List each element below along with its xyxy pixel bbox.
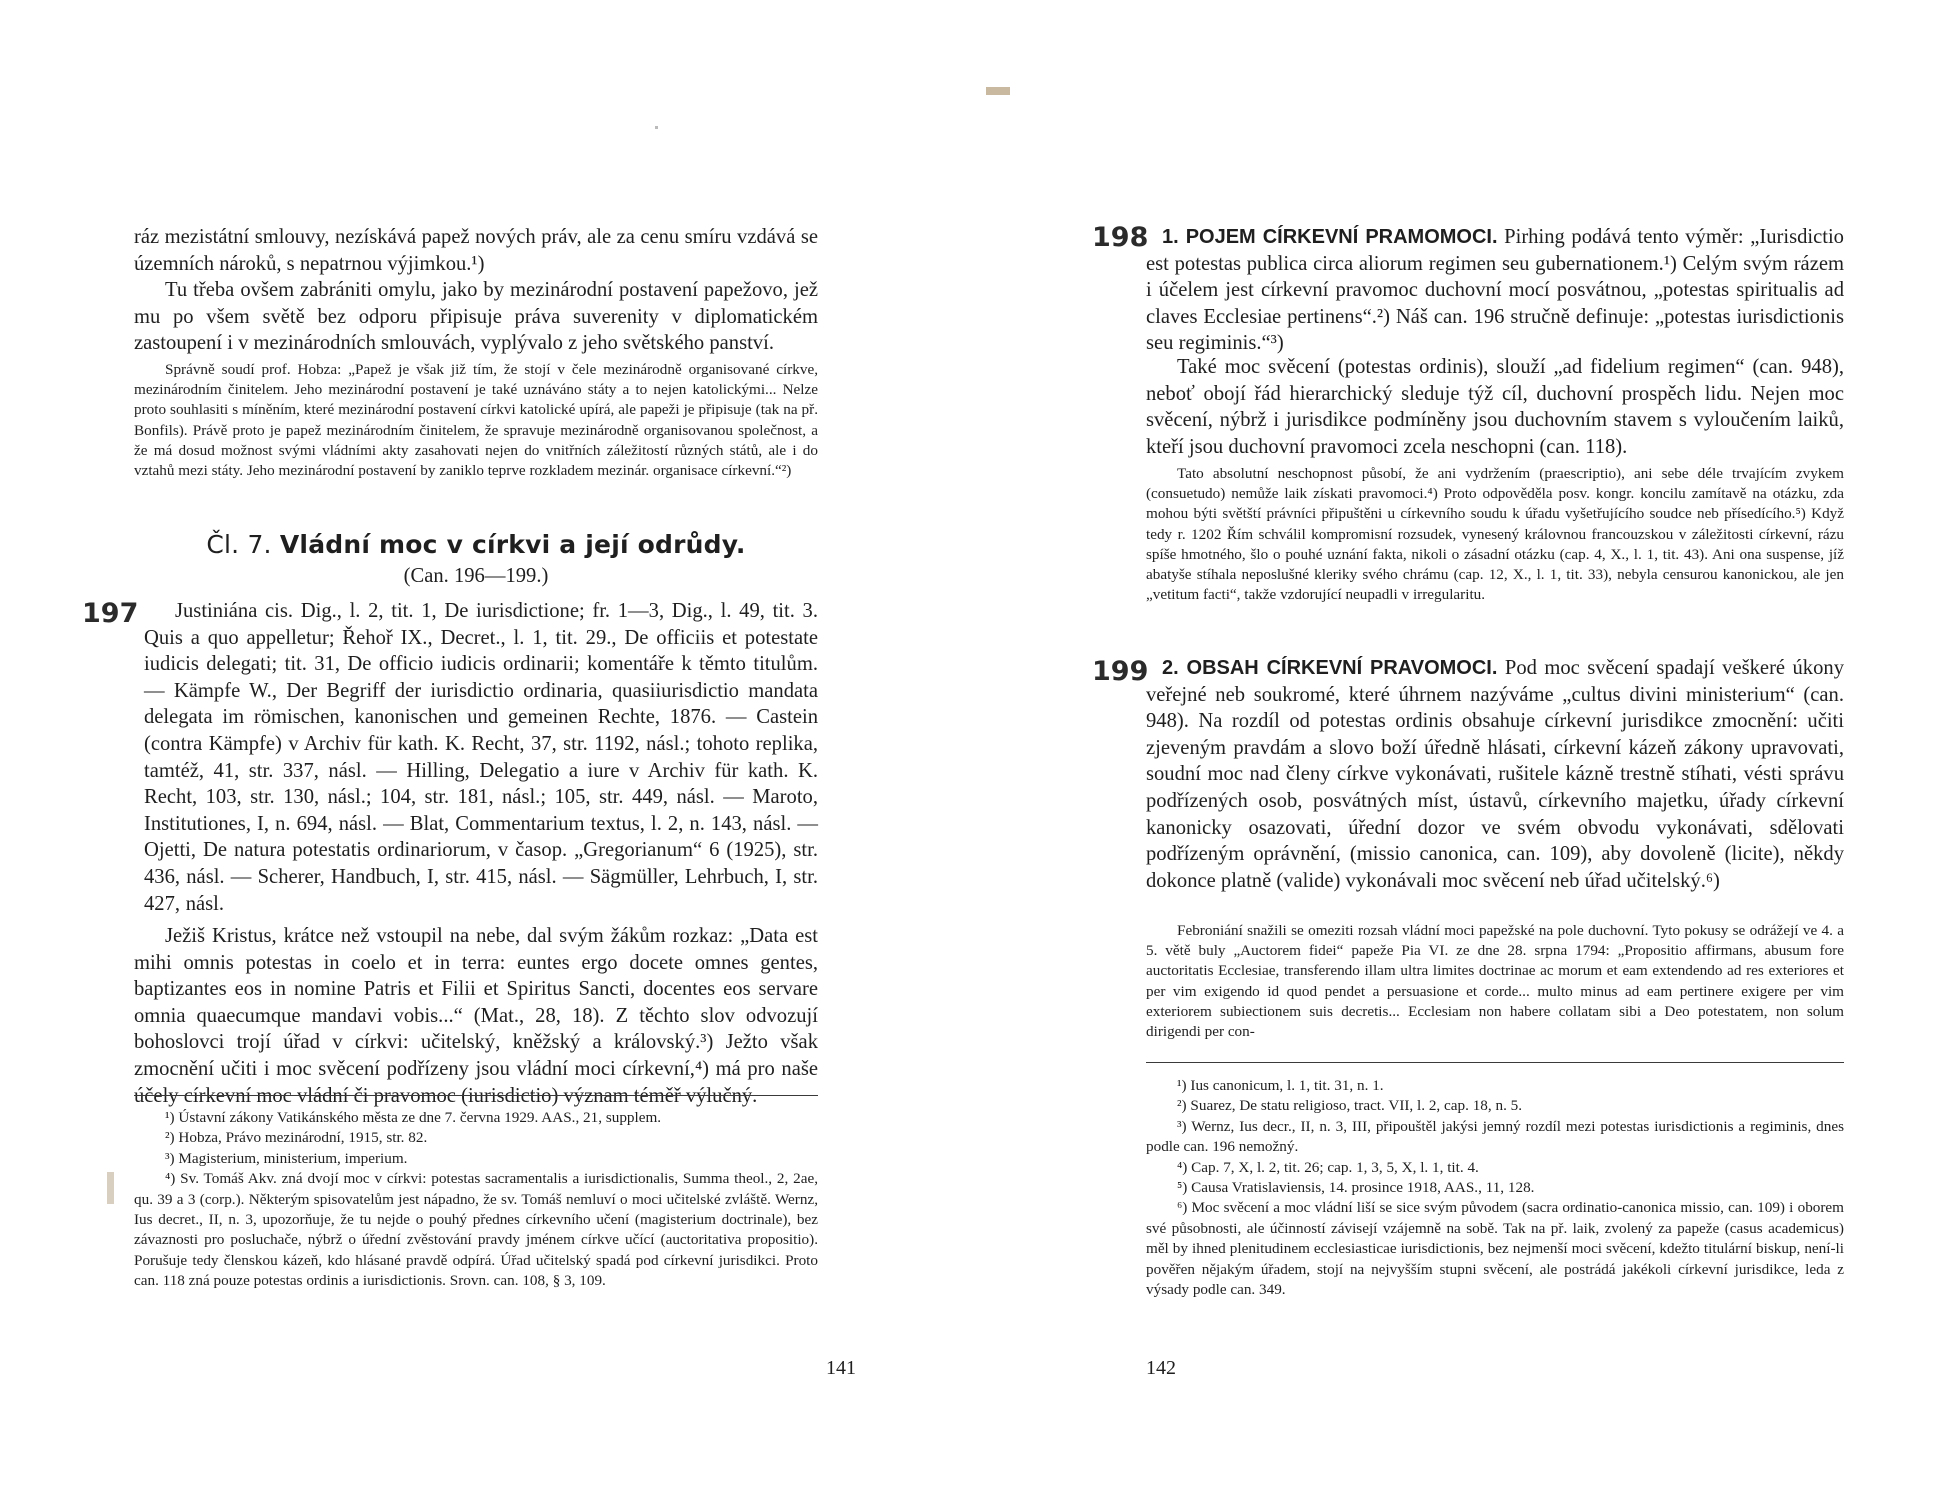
footnotes <box>1146 1076 1844 1300</box>
literature-list: Justiniána cis. Dig., l. 2, tit. 1, De iurisdictione; fr. 1—3, Dig., l. 49, tit. 3. Quis a quo appelletur; Řehoř IX., Decret., l. 1, tit. 29., De officiis et potestate iudicis delegati; tit. 31, De officio iudicis ordinarii; komentáře k těmto titulům. — Kämpfe W., Der Begriff der iurisdictio ordinaria, quasiiurisdictio mandata delegata im römischen, kanonischen und gemeinen Rechte, 1876. — Castein (contra Kämpfe) v Archiv für kath. K. Recht, 37, str. 1192, násl.; tohoto replika, tamtéž, 41, str. 337, násl. — Hilling, Delegatio a iure v Archiv für kath. K. Recht, 103, str. 130, násl.; 104, str. 181, násl.; 105, str. 449, násl. — Maroto, Institutiones, I, n. 694, násl. — Blat, Commentarium textus, l. 2, n. 143, násl. — Ojetti, De natura potestatis ordinariorum, v časop. „Gregorianum“ 6 (1925), str. 436, násl. — Scherer, Handbuch, I, str. 415, násl. — Sägmüller, Lehrbuch, I, str. 427, násl. <box>144 600 818 915</box>
footnote-4: ⁴) Sv. Tomáš Akv. zná dvojí moc v církvi: potestas sacramentalis a iurisdictionalis, Summa theol., 2, 2ae, qu. 39 a 3 (corp.). Některým spisovatelům jest nápadno, že sv. Tomáš nemluví o moci učitelské zvláště. Wernz, Ius decret., II, n. 3, upozorňuje, že tu nejde o pouhý přednes církevního učení (magisterium doctrinale), bez závaznosti pro posluchače, nýbrž o úřední zvěstování pravdy jménem církve učící (auctoritativa propositio). Porušuje tedy členskou kázeň, kdo hlásané pravdě odpírá. Úřad učitelský spadá pod církevní jurisdikci. Proto can. 118 zná pouze potestas ordinis a iurisdictionis. Srovn. can. 108, § 3, 109. <box>134 1170 818 1290</box>
margin-number-198: 198 <box>1092 222 1149 253</box>
footnote-1: ¹) Ius canonicum, l. 1, tit. 31, n. 1. <box>1177 1077 1384 1094</box>
section-2-text <box>1146 655 1844 894</box>
paper-speck <box>986 87 1010 95</box>
footnote-divider <box>1146 1062 1844 1063</box>
margin-number-199: 199 <box>1092 656 1149 687</box>
intro-text: ráz mezistátní smlouvy, nezískává papež nových práv, ale za cenu smíru vzdává se územních nároků, s nepatrnou výjimkou.¹) <box>134 226 818 275</box>
article-canons: (Can. 196—199.) <box>403 565 549 587</box>
section-2-title: 2. OBSAH CÍRKEVNÍ PRAVOMOCI. <box>1162 657 1498 679</box>
footnote-3: ³) Wernz, Ius decr., II, n. 3, III, připouštěl jakýsi jemný rozdíl mezi potestas iurisdictionis a regiminis, dnes podle can. 196 nemožný. <box>1146 1117 1844 1156</box>
footnote-4: ⁴) Cap. 7, X, l. 2, tit. 26; cap. 1, 3, 5, X, l. 1, tit. 4. <box>1177 1158 1479 1176</box>
section-1-title: 1. POJEM CÍRKEVNÍ PRAMOMOCI. <box>1162 226 1498 248</box>
page-number: 142 <box>1146 1357 1176 1379</box>
section-2-body: Pod moc svěcení spadají veškeré úkony veřejné neb soukromé, které úhrnem nazýváme „cultus divini ministerium“ (can. 948). Na rozdíl od potestas ordinis obsahuje církevní jurisdikce zmocnění: učiti zjeveným pravdám a slovo boží úředně hlásati, církevní kázeň zákony upravovati, soudní moc nad členy církve vykonávati, rušitele kázně trestně stíhati, vésti správu podřízených osob, posvátných míst, ústavů, církevního majetku, úřady církevní kanonicky osazovati, úřední dozor ve svém obvodu vykonávati, sdělovati podřízeným oprávnění, (missio canonica, can. 109), aby dovoleně (licite), někdy dokonce platně (valide) vykonávali moc svěcení neb úřad učitelský.⁶) <box>1146 657 1844 892</box>
footnote-3: ³) Magisterium, ministerium, imperium. <box>165 1149 408 1167</box>
paper-speck <box>107 1172 114 1204</box>
article-number: Čl. 7. <box>206 530 272 559</box>
footnote-divider <box>134 1095 818 1096</box>
section-1-text <box>1146 224 1844 357</box>
footnote-6: ⁶) Moc svěcení a moc vládní liší se sice svým původem (sacra ordinatio-canonica missio, can. 109) i oborem své působnosti, ale účinností závisejí vzájemně na sobě. Tak na př. laik, zvolený za papeže (casus academicus) měl by ihned plenitudinem ecclesiasticae iurisdictionis, bez nejmenší moci svěcení, kdežto titulární biskup, není-li pověřen nějakým úřadem, stojí na nejvyšším stupni svěcení, ale postrádá jakékoli církevní jurisdikce, leda z výsady podle can. 349. <box>1146 1199 1844 1299</box>
article-heading <box>134 530 818 559</box>
footnote-2: ²) Suarez, De statu religioso, tract. VII, l. 2, cap. 18, n. 5. <box>1177 1097 1523 1115</box>
febronian-note: Febroniání snažili se omeziti rozsah vládní moci papežské na pole duchovní. Tyto pokusy se odrážejí ve 4. a 5. větě buly „Auctorem fidei“ papeže Pia VI. ze dne 28. srpna 1794: „Propositio affirmans, abusum fore auctoritatis Ecclesiae, transferendo illam ultra limites doctrinae ac morum et eam extendendo ad res exteriores et per vim exigendo id quod pendet a persuasione et corde... multo minus ad eam pertinere exigere per vim exteriorem subiectionem suis decretis... Ecclesiam non habere collatam sibi a Deo potestatem, non solum dirigendi per con- <box>1146 922 1844 1041</box>
paper-speck <box>655 126 658 129</box>
footnote-5: ⁵) Causa Vratislaviensis, 14. prosince 1918, AAS., 11, 128. <box>1177 1179 1535 1197</box>
hobza-quote: Správně soudí prof. Hobza: „Papež je však již tím, že stojí v čele mezinárodně organisované církve, mezinárodním činitelem. Jeho mezinárodní postavení je také uznáváno státy a to nejen katolickými... Nelze proto souhlasiti s míněním, které mezinárodní postavení církvi katolické upírá, ale papeži je připisuje (tak na př. Bonfils). Právě proto je papež mezinárodním činitelem, že spravuje mezinárodně organisovanou společnost, a že má dosud možnost svými vládními akty zasahovati nejen do vnitřních záležitostí různých států, ale i do vztahů mezi státy. Jeho mezinárodní postavení by zaniklo teprve rozkladem mezinár. organisace církevní.“²) <box>134 361 818 480</box>
margin-number-197: 197 <box>82 598 139 629</box>
page-number: 141 <box>826 1357 856 1379</box>
paragraph-sovereignty: Tu třeba ovšem zabrániti omylu, jako by mezinárodní postavení papežovo, jež mu po všem světě bez odporu připisuje práva suverenity v diplomatickém zastoupení i v mezinárodních smlouvách, vyplývalo z jeho světského panství. <box>134 279 818 355</box>
right-page <box>980 0 1960 1500</box>
section-1-body: Pirhing podává tento výměr: „Iurisdictio est potestas publica circa aliorum regimen seu gubernationem.¹) Celým svým rázem i účelem jest církevní pravomoc duchovní mocí posvátnou, „potestas spiritualis ad claves Ecclesiae pertinens“.²) Náš can. 196 stručně definuje: „potestas iurisdictionis seu regiminis.“³) <box>1146 226 1844 355</box>
paragraph-ordinis: Také moc svěcení (potestas ordinis), slouží „ad fidelium regimen“ (can. 948), neboť obojí řád hierarchický sleduje týž cíl, duchovní prospěch lidu. Nejen moc svěcení, nýbrž i jurisdikce podmíněny jsou duchovním stavem s vyloučením laiků, kteří jsou duchovní pravomoci zcela neschopni (can. 118). <box>1146 356 1844 458</box>
laymen-note: Tato absolutní neschopnost působí, že ani vydržením (praescriptio), ani sebe déle trvajícím zvykem (consuetudo) nemůže laik získati pravomoci.⁴) Proto odpověděla posv. kongr. koncilu zamítavě na otázku, zda mohou býti světští právníci připuštěni u církevního soudu k úřadu vyšetřujícího soudce neb přísedícího.⁵) Když tedy r. 1202 Řím schválil kompromisní rozsudek, vynesený královnou francouzskou v záležitosti církevní, rázu spíše hmotného, šlo o pouhé uznání fakta, nikoli o zásadní otázku (cap. 4, X., l. 1, tit. 43). Ani ona suspense, jíž abatyše stíhala neposlušné kleriky svého chrámu (cap. 12, X., l. 1, tit. 33), nebyla censurou kanonickou, ale jen „vetitum facti“, takže vzdorující neupadli v irregularitu. <box>1146 465 1844 604</box>
footnote-1: ¹) Ústavní zákony Vatikánského města ze dne 7. června 1929. AAS., 21, supplem. <box>165 1109 662 1126</box>
footnotes <box>134 1108 818 1292</box>
paragraph-christ: Ježiš Kristus, krátce než vstoupil na nebe, dal svým žákům rozkaz: „Data est mihi omnis potestas in coelo et in terra: euntes ergo docete omnes gentes, baptizantes eos in nomine Patris et Filii et Spiritus Sancti, docentes eos servare omnia quaecumque mandavi vobis...“ (Mat., 28, 18). Z těchto slov odvozují bohoslovci trojí úřad v církvi: učitelský, kněžský a královský.³) Ježto však zmocnění učiti i moc svěcení podřízeny jsou vládní moci církevní,⁴) má pro naše účely církevní moc vládní či pravomoc (iurisdictio) význam téměř výlučný. <box>134 925 818 1107</box>
article-title: Vládní moc v církvi a její odrůdy. <box>279 530 746 559</box>
footnote-2: ²) Hobza, Právo mezinárodní, 1915, str. 82. <box>165 1129 428 1147</box>
